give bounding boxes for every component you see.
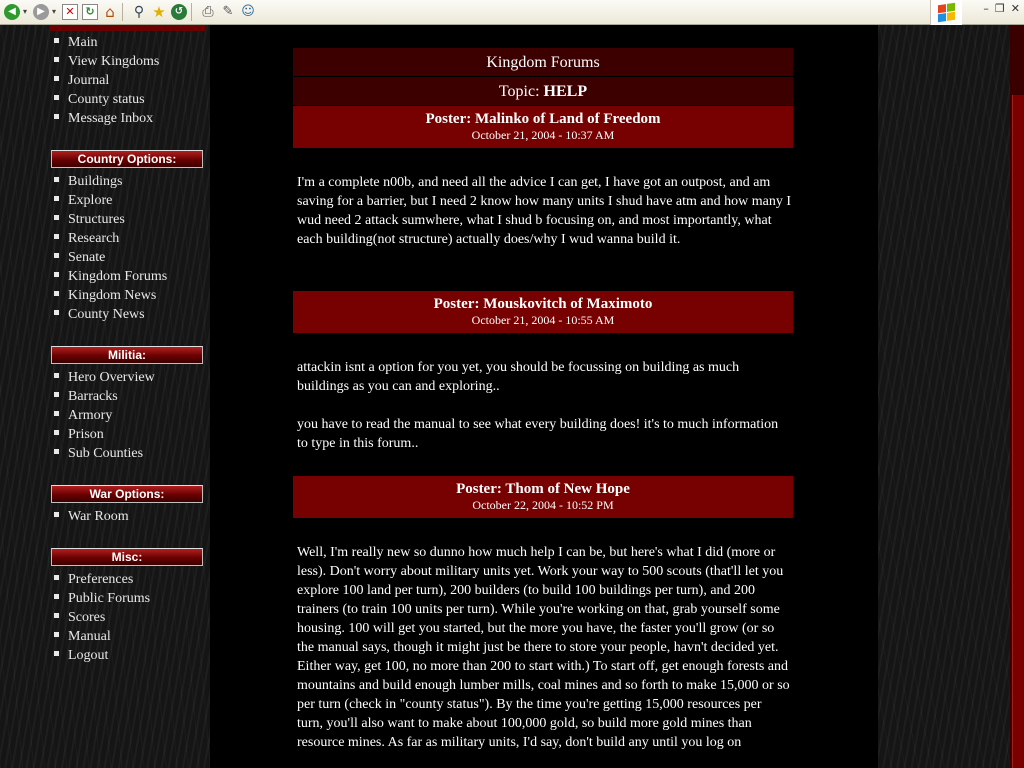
search-icon[interactable]: ⚲ bbox=[133, 4, 145, 20]
minimize-icon[interactable]: – bbox=[983, 2, 989, 15]
nav-item-buildings[interactable]: Buildings bbox=[54, 172, 167, 191]
post-paragraph: attackin isnt a option for you yet, you should be focussing on building as much buildings as you can and exploring.. bbox=[297, 360, 740, 394]
post-body bbox=[297, 358, 791, 472]
militia-list bbox=[54, 368, 155, 463]
poster-name[interactable]: Poster: Malinko of Land of Freedom bbox=[425, 111, 661, 127]
nav-item-journal[interactable]: Journal bbox=[54, 71, 159, 90]
back-icon[interactable]: ◀ bbox=[4, 4, 20, 20]
toolbar-separator bbox=[191, 3, 192, 21]
topic-header bbox=[293, 77, 793, 106]
nav-item-public-forums[interactable]: Public Forums bbox=[54, 589, 150, 608]
nav-item-kingdom-news[interactable]: Kingdom News bbox=[54, 286, 167, 305]
nav-item-research[interactable]: Research bbox=[54, 229, 167, 248]
topic-label: Topic: bbox=[498, 83, 540, 100]
post-date: October 22, 2004 - 10:52 PM bbox=[472, 498, 614, 512]
section-header-militia: Militia: bbox=[51, 346, 203, 364]
nav-item-manual[interactable]: Manual bbox=[54, 627, 150, 646]
main-nav-list bbox=[54, 33, 159, 128]
war-options-list bbox=[54, 507, 129, 526]
forum-title: Kingdom Forums bbox=[293, 48, 793, 77]
country-options-list bbox=[54, 172, 167, 324]
poster-name[interactable]: Poster: Mouskovitch of Maximoto bbox=[433, 296, 653, 312]
stop-icon[interactable]: ✕ bbox=[62, 4, 78, 20]
sidebar-top-header-edge bbox=[50, 25, 205, 31]
nav-item-scores[interactable]: Scores bbox=[54, 608, 150, 627]
post-date: October 21, 2004 - 10:55 AM bbox=[471, 313, 615, 327]
nav-item-senate[interactable]: Senate bbox=[54, 248, 167, 267]
back-dropdown-icon[interactable]: ▾ bbox=[22, 7, 27, 16]
right-margin bbox=[878, 25, 1010, 768]
post-body bbox=[297, 173, 791, 268]
nav-item-barracks[interactable]: Barracks bbox=[54, 387, 155, 406]
favorites-icon[interactable]: ★ bbox=[152, 3, 166, 21]
post-paragraph: you have to read the manual to see what every building does! it's to much information to type in this forum.. bbox=[297, 417, 779, 451]
nav-item-war-room[interactable]: War Room bbox=[54, 507, 129, 526]
post-header bbox=[293, 476, 793, 518]
close-icon[interactable]: ✕ bbox=[1010, 2, 1020, 15]
post-paragraph: I'm a complete n00b, and need all the advice I can get, I have got an outpost, and am saving for a barrier, but I need 2 know how many units I shud have atm and how many I wud need 2 attack sumwhere, what I shud b focusing on, and most importantly, what each building(not structure) actually does/why I wud wanna build it. bbox=[297, 175, 791, 247]
scrollbar-thumb[interactable] bbox=[1012, 95, 1024, 768]
nav-item-county-status[interactable]: County status bbox=[54, 90, 159, 109]
refresh-icon[interactable]: ↻ bbox=[82, 4, 98, 20]
messenger-icon[interactable]: ☺ bbox=[241, 4, 255, 19]
toolbar-separator bbox=[122, 3, 123, 21]
nav-item-preferences[interactable]: Preferences bbox=[54, 570, 150, 589]
forward-icon[interactable]: ▶ bbox=[33, 4, 49, 20]
post-header bbox=[293, 106, 793, 148]
nav-item-structures[interactable]: Structures bbox=[54, 210, 167, 229]
restore-icon[interactable]: ❐ bbox=[994, 2, 1005, 15]
post-paragraph: Well, I'm really new so dunno how much help I can be, but here's what I did (more or less). Don't worry about military units yet. Work your way to 500 scouts (that'll let you explore 100 land per turn), 200 builders (to build 100 buildings per turn), and 200 trainers (to train 100 units per turn). While you're working on that, grab yourself some housing. 100 will get you started, but the more you have, the faster you'll grow (or so the manual says, though it might just be there to store your people, havn't decided yet. Either way, get 100, no more than 200 to start with.) To start off, get enough forests and mountains and build enough lumber mills, coal mines and so forth to make 15,000 or so per turn (check in "county status"). By the time you're getting 15,000 resources per turn, you'll also want to make about 100,000 gold, so build more gold mines than resource mines. As far as military units, I'd say, don't build any until you log on bbox=[297, 545, 790, 750]
nav-item-sub-counties[interactable]: Sub Counties bbox=[54, 444, 155, 463]
nav-item-prison[interactable]: Prison bbox=[54, 425, 155, 444]
print-icon[interactable]: ⎙ bbox=[202, 4, 214, 20]
nav-item-logout[interactable]: Logout bbox=[54, 646, 150, 665]
nav-item-main[interactable]: Main bbox=[54, 33, 159, 52]
misc-list bbox=[54, 570, 150, 665]
post-body bbox=[297, 543, 791, 768]
section-header-war-options: War Options: bbox=[51, 485, 203, 503]
section-header-misc: Misc: bbox=[51, 548, 203, 566]
topic-title: HELP bbox=[543, 83, 588, 100]
history-icon[interactable]: ↺ bbox=[171, 4, 187, 20]
browser-toolbar bbox=[0, 0, 1024, 25]
nav-item-view-kingdoms[interactable]: View Kingdoms bbox=[54, 52, 159, 71]
home-icon[interactable]: ⌂ bbox=[105, 3, 115, 21]
nav-item-county-news[interactable]: County News bbox=[54, 305, 167, 324]
nav-item-explore[interactable]: Explore bbox=[54, 191, 167, 210]
section-header-country-options: Country Options: bbox=[51, 150, 203, 168]
post-header bbox=[293, 291, 793, 333]
edit-icon[interactable]: ✎ bbox=[222, 4, 234, 19]
nav-item-message-inbox[interactable]: Message Inbox bbox=[54, 109, 159, 128]
windows-logo-icon bbox=[930, 0, 962, 25]
nav-item-armory[interactable]: Armory bbox=[54, 406, 155, 425]
poster-name[interactable]: Poster: Thom of New Hope bbox=[456, 481, 630, 497]
post-date: October 21, 2004 - 10:37 AM bbox=[471, 128, 615, 142]
nav-item-kingdom-forums[interactable]: Kingdom Forums bbox=[54, 267, 167, 286]
forward-dropdown-icon[interactable]: ▾ bbox=[51, 7, 56, 16]
nav-item-hero-overview[interactable]: Hero Overview bbox=[54, 368, 155, 387]
